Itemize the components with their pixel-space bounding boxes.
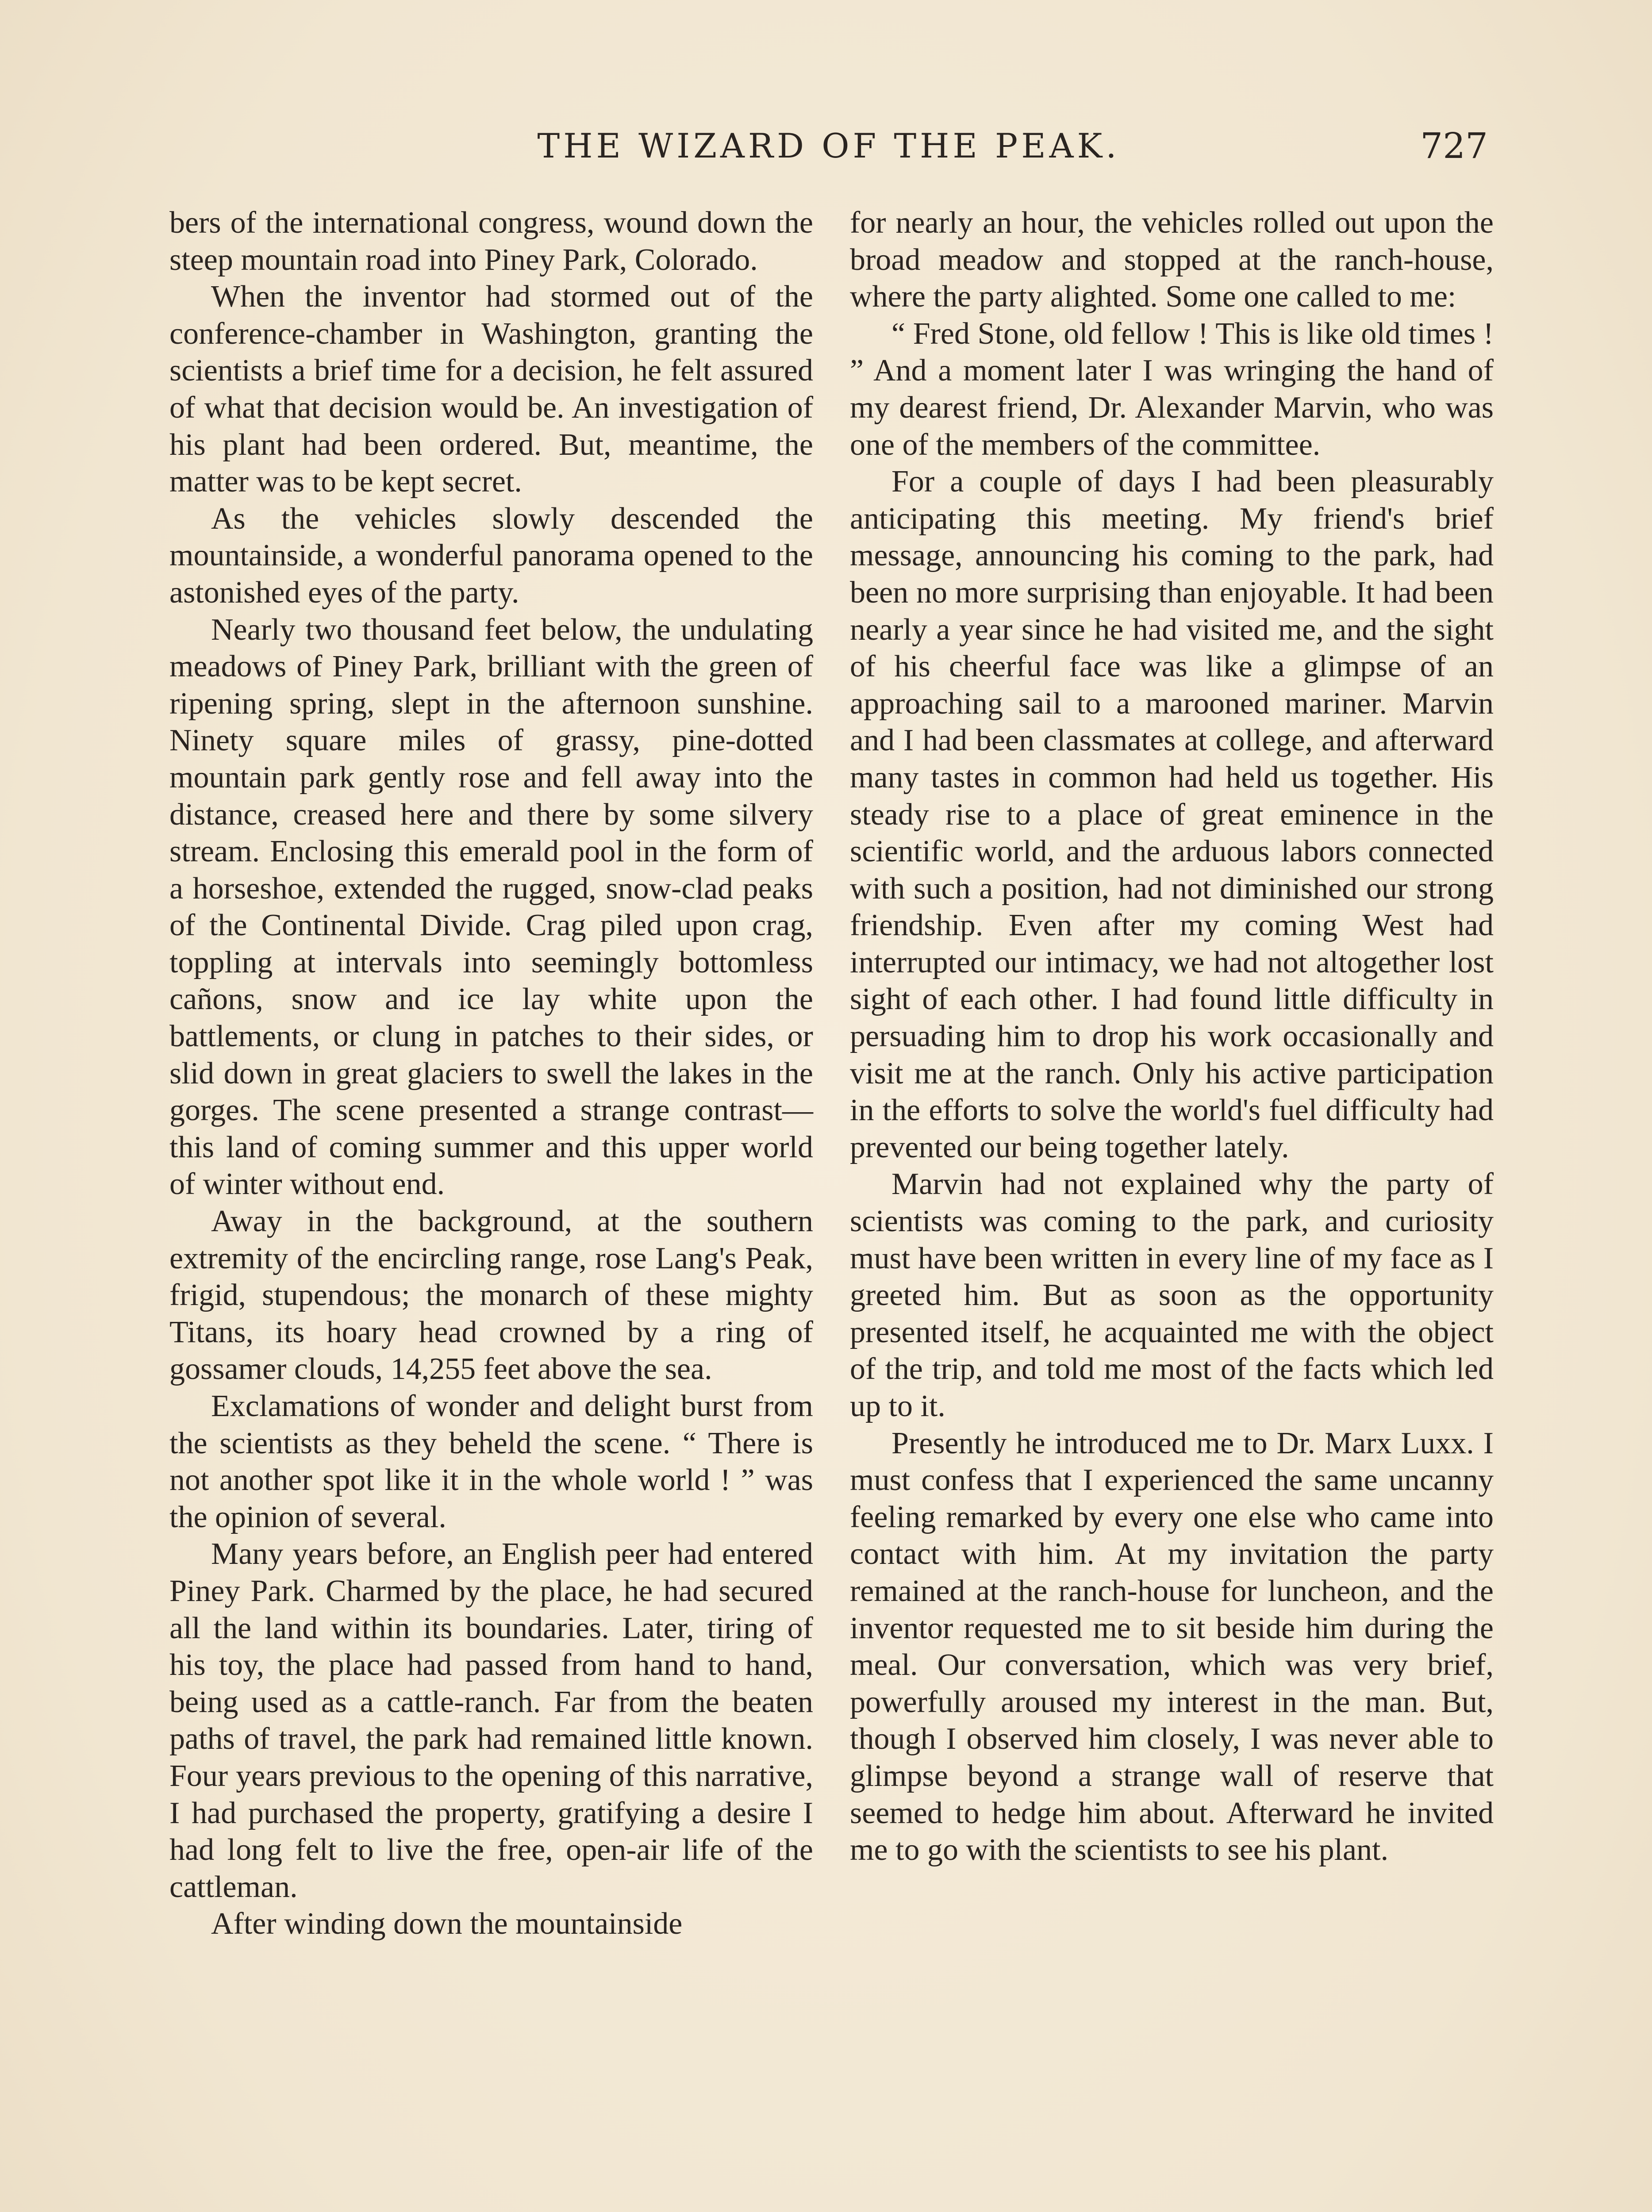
paragraph: After winding down the mountainside <box>211 1907 683 1941</box>
left-column <box>169 204 813 1943</box>
paragraph: As the vehicles slowly descended the mountainside, a wonderful panorama opened to the astonished eyes of the party. <box>169 501 813 610</box>
paragraph: For a couple of days I had been pleasurably anticipating this meeting. My friend's brief message, announcing his coming to the park, had been no more surprising than enjoyable. It had been nearly a year since he had visited me, and the sight of his cheerful face was like a glimpse of an approaching sail to a marooned mariner. Marvin and I had been classmates at college, and afterward many tastes in common had held us together. His steady rise to a place of great eminence in the scientific world, and the arduous labors connected with such a position, had not diminished our strong friendship. Even after my coming West had interrupted our intimacy, we had not altogether lost sight of each other. I had found little difficulty in persuading him to drop his work occasionally and visit me at the ranch. Only his active participation in the efforts to solve the world's fuel difficulty had prevented our being together lately. <box>850 465 1494 1164</box>
page-number: 727 <box>1420 125 1488 166</box>
paragraph: Away in the background, at the southern extremity of the encircling range, rose Lang's Peak, frigid, stupendous; the monarch of these mighty Titans, its hoary head crowned by a ring of gossamer clouds, 14,255 feet above the sea. <box>169 1204 813 1386</box>
paragraph: Exclamations of wonder and delight burst from the scientists as they beheld the scene. “ There is not another spot like it in the whole world ! ” was the opinion of several. <box>169 1389 813 1534</box>
right-column <box>850 204 1494 1869</box>
paragraph: Marvin had not explained why the party of scientists was coming to the park, and curiosity must have been written in every line of my face as I greeted him. But as soon as the opportunity presented itself, he acquainted me with the object of the trip, and told me most of the facts which led up to it. <box>850 1167 1494 1423</box>
paragraph: Presently he introduced me to Dr. Marx Luxx. I must confess that I experienced the same uncanny feeling remarked by every one else who came into contact with him. At my invitation the party remained at the ranch-house for luncheon, and the inventor requested me to sit beside him during the meal. Our conversation, which was very brief, powerfully aroused my interest in the man. But, though I observed him closely, I was never able to glimpse beyond a strange wall of reserve that seemed to hedge him about. Afterward he invited me to go with the scientists to see his plant. <box>850 1426 1494 1867</box>
paragraph: Nearly two thousand feet below, the undulating meadows of Piney Park, brilliant with the green of ripening spring, slept in the afternoon sunshine. Ninety square miles of grassy, pine-dotted mountain park gently rose and fell away into the distance, creased here and there by some silvery stream. Enclosing this emerald pool in the form of a horseshoe, extended the rugged, snow-clad peaks of the Continental Divide. Crag piled upon crag, toppling at intervals into seemingly bottomless cañons, snow and ice lay white upon the battlements, or clung in patches to their sides, or slid down in great glaciers to swell the lakes in the gorges. The scene presented a strange contrast—this land of coming summer and this upper world of winter without end. <box>169 612 813 1202</box>
paragraph: for nearly an hour, the vehicles rolled out upon the broad meadow and stopped at the ranch-house, where the party alighted. Some one called to me: <box>850 206 1494 314</box>
running-title: THE WIZARD OF THE PEAK. <box>537 126 1120 165</box>
paragraph: “ Fred Stone, old fellow ! This is like old times ! ” And a moment later I was wringing the hand of my dearest friend, Dr. Alexander Marvin, who was one of the members of the committee. <box>850 316 1494 462</box>
paragraph: bers of the international congress, wound down the steep mountain road into Piney Park, Colorado. <box>169 206 813 277</box>
running-head <box>169 119 1488 173</box>
paragraph: Many years before, an English peer had entered Piney Park. Charmed by the place, he had secured all the land within its boundaries. Later, tiring of his toy, the place had passed from hand to hand, being used as a cattle-ranch. Far from the beaten paths of travel, the park had remained little known. Four years previous to the opening of this narrative, I had purchased the property, gratifying a desire I had long felt to live the free, open-air life of the cattleman. <box>169 1537 813 1904</box>
paragraph: When the inventor had stormed out of the conference-chamber in Washington, granting the scientists a brief time for a decision, he felt assured of what that decision would be. An investigation of his plant had been ordered. But, meantime, the matter was to be kept secret. <box>169 280 813 499</box>
